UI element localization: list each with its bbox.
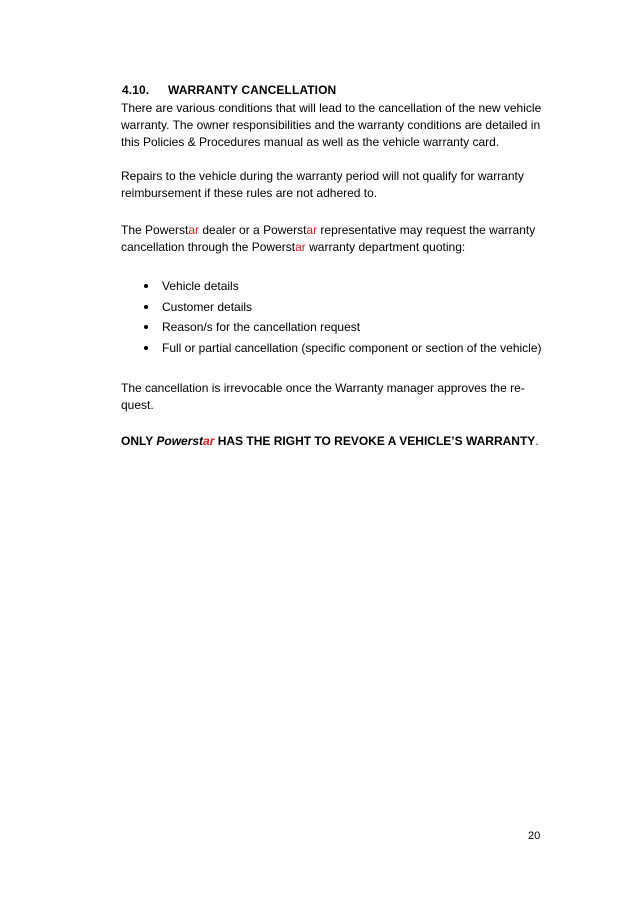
paragraph-line: reimbursement if these rules are not adhered to.: [121, 186, 378, 200]
section-heading: [122, 83, 336, 97]
brand-accent: ar: [188, 223, 200, 237]
notice-period: .: [535, 434, 539, 448]
paragraph-line: Repairs to the vehicle during the warranty period will not qualify for warranty: [121, 169, 524, 183]
text-run: dealer or a Powerst: [199, 223, 307, 237]
quoting-list: [121, 278, 551, 360]
brand-name: Powerst: [156, 434, 204, 448]
list-item: [121, 319, 551, 340]
paragraph-irrevocable: [121, 380, 551, 414]
section-number: 4.10.: [122, 83, 150, 97]
list-item-text: Full or partial cancellation (specific component or section of the vehicle): [162, 340, 542, 355]
bullet-icon: [144, 346, 148, 350]
paragraph-line: [121, 239, 551, 256]
notice-prefix: ONLY: [121, 434, 157, 448]
page-number: 20: [528, 830, 541, 842]
paragraph-request: [121, 222, 551, 256]
section-title: WARRANTY CANCELLATION: [168, 83, 337, 97]
paragraph-line: quest.: [121, 398, 154, 412]
list-item: [121, 299, 551, 320]
paragraph-line: There are various conditions that will lead to the cancellation of the new vehicle: [121, 101, 542, 115]
paragraph-repairs: [121, 168, 551, 202]
paragraph-line: warranty. The owner responsibilities and the warranty conditions are detailed in: [121, 118, 541, 132]
list-item: [121, 340, 551, 361]
notice-text: HAS THE RIGHT TO REVOKE A VEHICLE’S WARRANTY: [214, 434, 536, 448]
list-item-text: Reason/s for the cancellation request: [162, 320, 361, 334]
brand-accent: ar: [295, 240, 306, 254]
list-item: [121, 278, 551, 299]
bullet-icon: [144, 305, 148, 309]
bullet-icon: [144, 325, 148, 329]
text-run: warranty department quoting:: [305, 240, 466, 254]
text-run: representative may request the warranty: [317, 223, 536, 237]
brand-accent: ar: [203, 434, 215, 448]
text-run: cancellation through the Powerst: [121, 240, 296, 254]
revoke-notice: [121, 434, 539, 448]
list-item-text: Vehicle details: [162, 279, 239, 293]
text-run: The Powerst: [121, 223, 189, 237]
brand-accent: ar: [306, 223, 318, 237]
paragraph-conditions: [121, 100, 551, 151]
paragraph-line: this Policies & Procedures manual as well as the vehicle warranty card.: [121, 135, 500, 149]
list-item-text: Customer details: [162, 299, 253, 314]
paragraph-line: [121, 222, 551, 239]
paragraph-line: The cancellation is irrevocable once the Warranty manager approves the re-: [121, 381, 525, 395]
bullet-icon: [144, 284, 148, 288]
